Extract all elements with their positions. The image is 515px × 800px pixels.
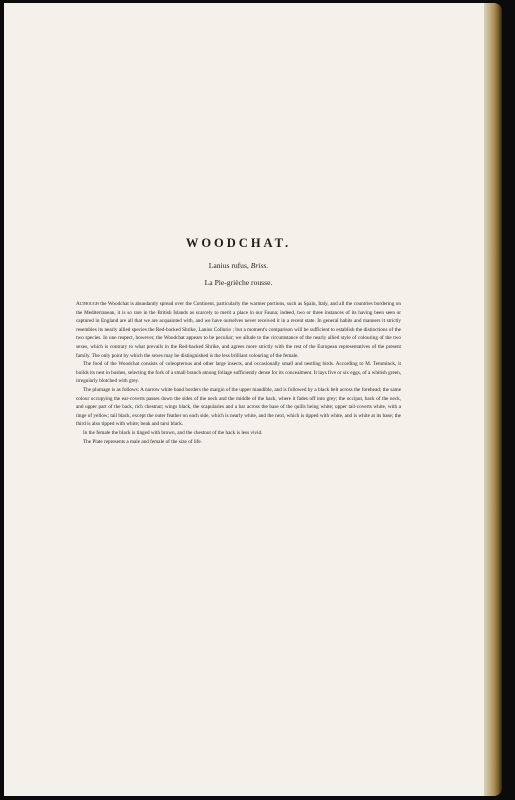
- paragraph-5: The Plate represents a male and female of the size of life.: [83, 438, 202, 445]
- paragraph-4: In the female the black is tinged with brown, and the chestnut of the back is less vivid.: [83, 429, 263, 436]
- french-name: La Pie-grièche rousse.: [204, 278, 273, 287]
- page-title: WOODCHAT.: [185, 236, 292, 250]
- latin-authority: Briss.: [250, 261, 269, 270]
- gilded-page-edge: [484, 3, 502, 796]
- article: [76, 236, 401, 446]
- drop-word: Although: [76, 301, 99, 307]
- paragraph-1-text: the Woodchat is abundantly spread over the Continent, particularly the warmer portions, such as Spain, Italy, and all the countries bordering on the Mediterranean, it is so rare in the British Islands as scarcely to merit a place in our Fauna; indeed, two or three instances of its having been seen or captured in England are all that we are acquainted with, and we have ourselves never received it in a recent state. In general habits and manners it strictly resembles its nearly allied species the Red-backed Shrike, Lanius Collurio ; but a moment's comparison will be sufficient to establish the distinctions of the two species. In one respect, however, the Woodchat appears to be peculiar; we allude to the circumstance of the nearly allied style of colouring of the two sexes, which is contrary to what prevails in the Red-backed Shrike, and agrees more strictly with the rest of the European representatives of the present family. The only point by which the sexes may be distinguished is the less brilliant colouring of the female.: [76, 301, 401, 359]
- paragraph-1: [76, 300, 401, 360]
- latin-name: [76, 261, 401, 270]
- latin-species: Lanius rufus,: [208, 261, 249, 270]
- paragraph-2: The food of the Woodchat consists of coleopterous and other large insects, and occasionally small and nestling birds. According to M. Temminck, it builds its nest in bushes, selecting the fork of a small branch among foliage sufficiently dense for its concealment. It lays five or six eggs, of a whitish green, irregularly blotched with grey.: [76, 361, 401, 385]
- paragraph-3: The plumage is as follows: A narrow white band borders the margin of the upper mandible, and is followed by a black belt across the forehead; the same colour occupying the ear-coverts passes down the sides of the neck and the middle of the back, where it fades off into grey; the occiput, back of the neck, and upper part of the back, rich chestnut; wings black, the scapularies and a bar across the base of the quills being white; upper tail-coverts white, with a tinge of yellow; tail black, except the outer feather on each side, which is nearly white, and the next, which is tipped with white, and is white at its base; the third is also tipped with white; beak and tarsi black.: [76, 386, 401, 428]
